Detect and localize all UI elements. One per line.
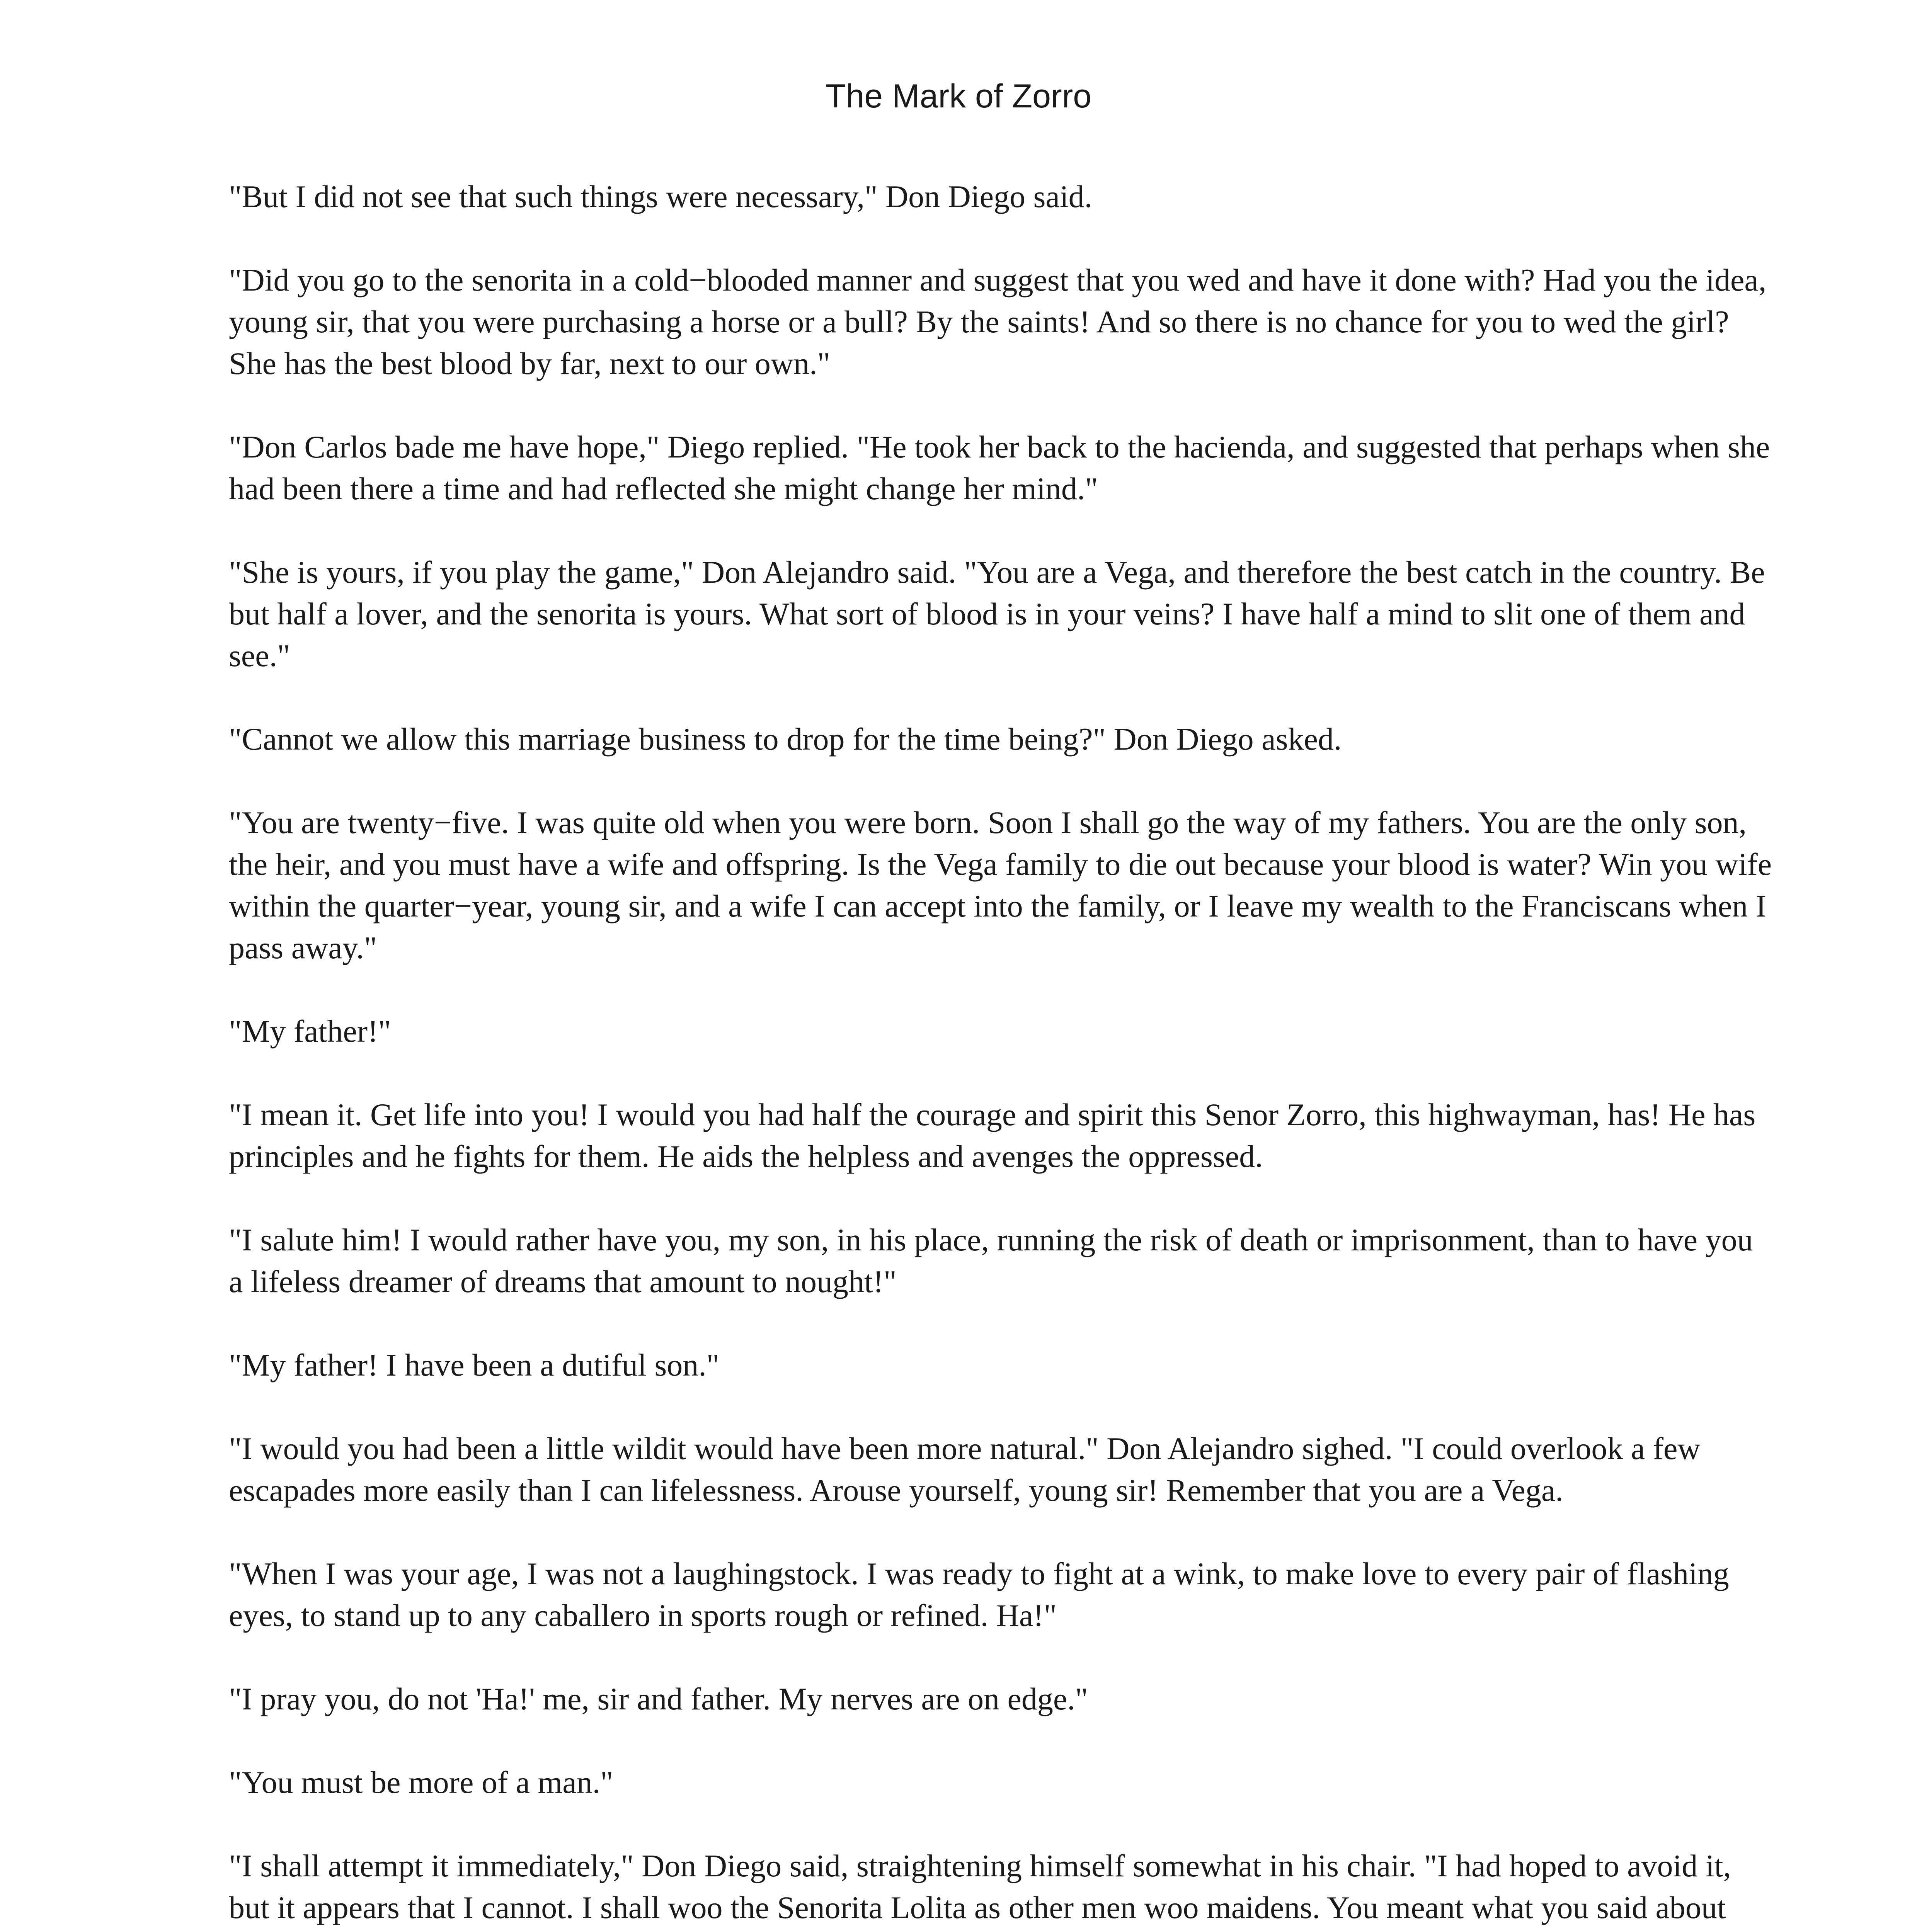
paragraph: "I mean it. Get life into you! I would you had half the courage and spirit this Senor Zorro, this highwayman, has! He has principles and he fights for them. He aids the helpless and avenges the oppressed. bbox=[229, 1097, 1756, 1174]
page-body bbox=[229, 176, 1775, 1932]
book-title: The Mark of Zorro bbox=[825, 78, 1092, 115]
paragraph: "When I was your age, I was not a laughingstock. I was ready to fight at a wink, to make love to every pair of flashing eyes, to stand up to any caballero in sports rough or refined. Ha!" bbox=[229, 1556, 1729, 1633]
paragraph: "She is yours, if you play the game," Don Alejandro said. "You are a Vega, and therefore the best catch in the country. Be but half a lover, and the senorita is yours. What sort of blood is in your veins? I have half a mind to slit one of them and see." bbox=[229, 554, 1765, 673]
paragraph: "My father!" bbox=[229, 1014, 391, 1049]
paragraph: "I would you had been a little wildit would have been more natural." Don Alejandro sighed. "I could overlook a few escapades more easily than I can lifelessness. Arouse yourself, young sir! Remember that you are a Vega. bbox=[229, 1431, 1701, 1508]
paragraph: "I pray you, do not 'Ha!' me, sir and father. My nerves are on edge." bbox=[229, 1681, 1088, 1716]
paragraph: "But I did not see that such things were necessary," Don Diego said. bbox=[229, 179, 1093, 214]
paragraph: "You must be more of a man." bbox=[229, 1765, 613, 1800]
paragraph: "I salute him! I would rather have you, my son, in his place, running the risk of death or imprisonment, than to have you a lifeless dreamer of dreams that amount to nought!" bbox=[229, 1222, 1753, 1299]
running-header bbox=[0, 77, 1917, 116]
paragraph: "You are twenty−five. I was quite old when you were born. Soon I shall go the way of my fathers. You are the only son, the heir, and you must have a wife and offspring. Is the Vega family to die out because your blood is water? Win you wife within the quarter−year, young sir, and a wife I can accept into the family, or I leave my wealth to the Franciscans when I pass away." bbox=[229, 805, 1772, 965]
paragraph: "Cannot we allow this marriage business to drop for the time being?" Don Diego asked. bbox=[229, 721, 1342, 757]
paragraph: "Don Carlos bade me have hope," Diego replied. "He took her back to the hacienda, and suggested that perhaps when she had been there a time and had reflected she might change her mind." bbox=[229, 429, 1770, 506]
paragraph: "Did you go to the senorita in a cold−blooded manner and suggest that you wed and have it done with? Had you the idea, young sir, that you were purchasing a horse or a bull? By the saints! And so there is no chance for you to wed the girl? She has the best blood by far, next to our own." bbox=[229, 262, 1767, 381]
paragraph: "I shall attempt it immediately," Don Diego said, straightening himself somewhat in his chair. "I had hoped to avoid it, but it appears that I cannot. I shall woo the Senorita Lolita as other men woo maidens. You meant what you said about bbox=[229, 1848, 1731, 1925]
paragraph: "My father! I have been a dutiful son." bbox=[229, 1347, 720, 1383]
